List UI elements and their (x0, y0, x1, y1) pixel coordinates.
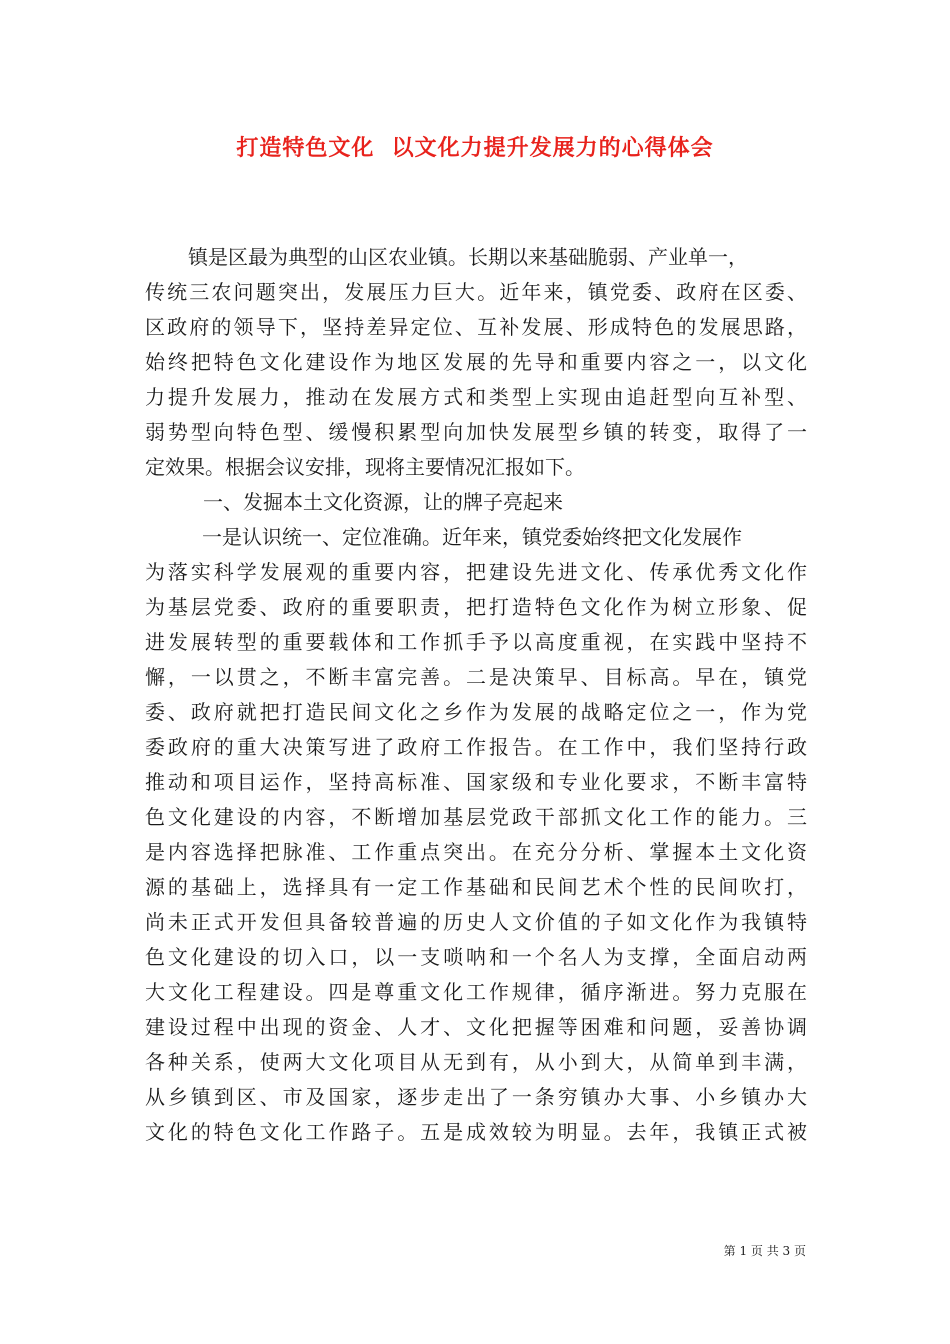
paragraph-line: 为落实科学发展观的重要内容，把建设先进文化、传承优秀文化作 (145, 560, 807, 584)
paragraph-line: 从乡镇到区、市及国家，逐步走出了一条穷镇办大事、小乡镇办大 (145, 1085, 807, 1109)
paragraph-line: 进发展转型的重要载体和工作抓手予以高度重视，在实践中坚持不 (145, 630, 807, 654)
paragraph-line: 源的基础上，选择具有一定工作基础和民间艺术个性的民间吹打， (145, 875, 807, 899)
paragraph-line: 建设过程中出现的资金、人才、文化把握等困难和问题，妥善协调 (145, 1015, 807, 1039)
paragraph-line: 色文化建设的切入口，以一支唢呐和一个名人为支撑，全面启动两 (145, 945, 807, 969)
paragraph-line: 尚未正式开发但具备较普遍的历史人文价值的子如文化作为我镇特 (145, 910, 807, 934)
paragraph-line: 区政府的领导下，坚持差异定位、互补发展、形成特色的发展思路， (145, 315, 807, 339)
paragraph-line: 始终把特色文化建设作为地区发展的先导和重要内容之一，以文化 (145, 350, 807, 374)
paragraph-line: 各种关系，使两大文化项目从无到有，从小到大，从简单到丰满， (145, 1050, 807, 1074)
paragraph-line: 定效果。根据会议安排，现将主要情况汇报如下。 (145, 455, 585, 479)
paragraph-line: 色文化建设的内容，不断增加基层党政干部抓文化工作的能力。三 (145, 805, 807, 829)
paragraph-line: 推动和项目运作，坚持高标准、国家级和专业化要求，不断丰富特 (145, 770, 807, 794)
section-heading: 一、发掘本土文化资源，让的牌子亮起来 (203, 490, 563, 514)
document-body (145, 240, 807, 1150)
paragraph-line: 大文化工程建设。四是尊重文化工作规律，循序渐进。努力克服在 (145, 980, 807, 1004)
paragraph-line: 懈，一以贯之，不断丰富完善。二是决策早、目标高。早在，镇党 (145, 665, 807, 689)
paragraph-line: 传统三农问题突出，发展压力巨大。近年来，镇党委、政府在区委、 (145, 280, 807, 304)
paragraph-line: 文化的特色文化工作路子。五是成效较为明显。去年，我镇正式被 (145, 1120, 807, 1144)
paragraph-line: 委、政府就把打造民间文化之乡作为发展的战略定位之一，作为党 (145, 700, 807, 724)
paragraph-line: 一是认识统一、定位准确。近年来，镇党委始终把文化发展作 (202, 525, 742, 549)
paragraph-line: 镇是区最为典型的山区农业镇。长期以来基础脆弱、产业单一， (188, 245, 748, 269)
paragraph-line: 是内容选择把脉准、工作重点突出。在充分分析、掌握本土文化资 (145, 840, 807, 864)
paragraph-line: 委政府的重大决策写进了政府工作报告。在工作中，我们坚持行政 (145, 735, 807, 759)
paragraph-line: 弱势型向特色型、缓慢积累型向加快发展型乡镇的转变，取得了一 (145, 420, 807, 444)
paragraph-line: 力提升发展力，推动在发展方式和类型上实现由追赶型向互补型、 (145, 385, 807, 409)
document-title: 打造特色文化 以文化力提升发展力的心得体会 (236, 135, 714, 161)
page-number: 第 1 页 共 3 页 (723, 1244, 806, 1258)
paragraph-line: 为基层党委、政府的重要职责，把打造特色文化作为树立形象、促 (145, 595, 807, 619)
